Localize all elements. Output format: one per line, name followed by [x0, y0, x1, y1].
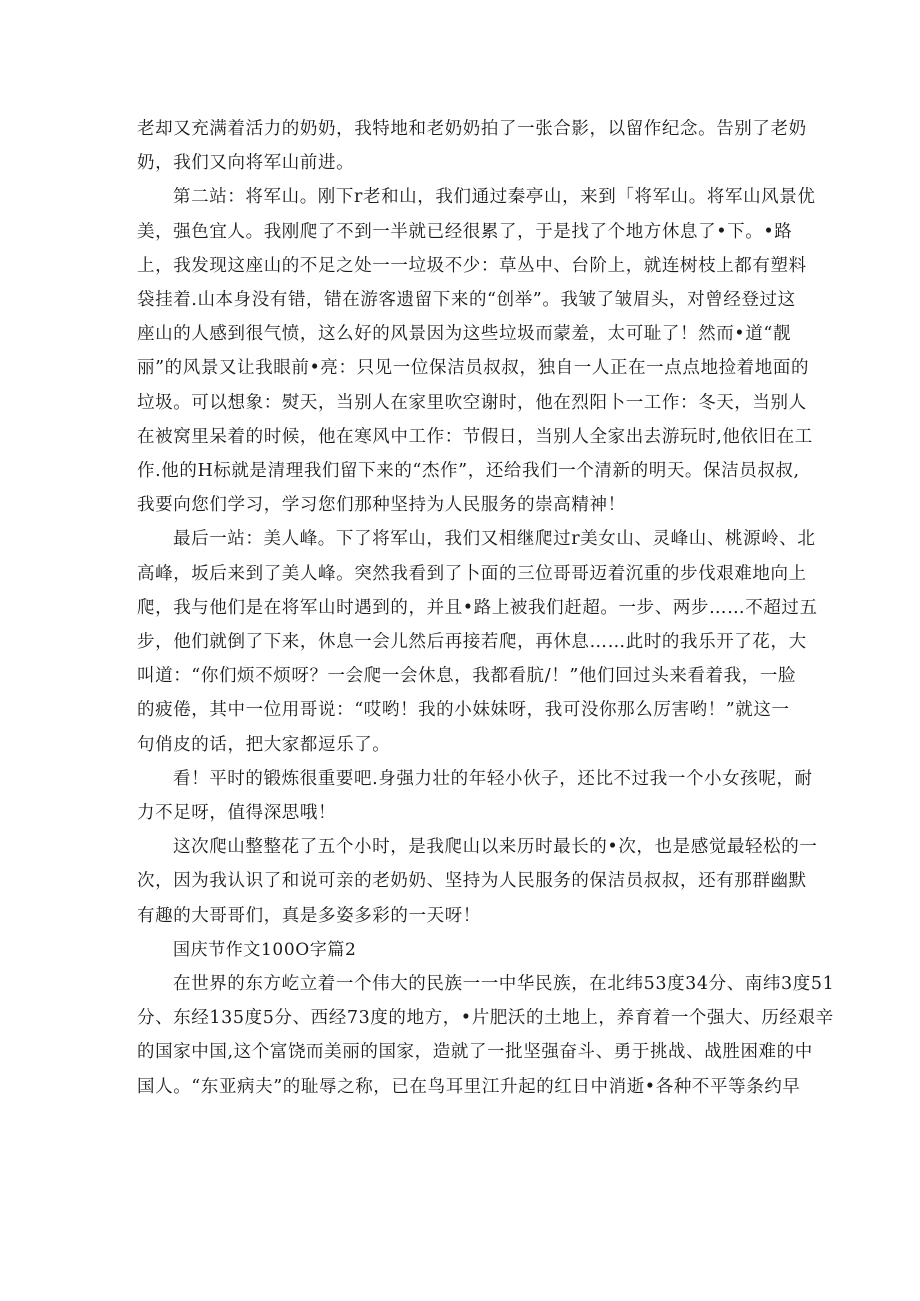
text-line-23: 次，因为我认识了和说可亲的老奶奶、坚持为人民服务的保洁员叔叔，还有那群幽默 — [137, 871, 807, 892]
text-line-17: 叫道：“你们烦不烦呀？一会爬一会休息，我都看肮/！”他们回过头来看着我，一脸 — [137, 666, 797, 687]
text-line-7: 座山的人感到很气愤，这么好的风景因为这些垃圾而蒙羞，太可耻了！然而•道“靓 — [137, 324, 791, 345]
text-line-27: 分、东经135度5分、西经73度的地方，•片肥沃的土地上，养育着一个强大、历经艰辛 — [137, 1008, 834, 1029]
section-title: 国庆节作文100O字篇2 — [173, 939, 357, 960]
text-line-24: 有趣的大哥哥们，真是多姿多彩的一天呀！ — [137, 905, 481, 926]
text-line-15: 爬，我与他们是在将军山时遇到的，并且•路上被我们赶超。一步、两步……不超过五 — [137, 597, 818, 618]
text-line-2: 奶，我们又向将军山前进。 — [137, 153, 355, 174]
text-line-8: 丽”的风景又让我眼前•亮：只见一位保洁员叔叔，独自一人正在一点点地捡着地面的 — [137, 358, 810, 379]
text-line-16: 步，他们就倒了下来，休息一会儿然后再接若爬，再休息……此时的我乐开了花，大 — [137, 632, 807, 653]
text-line-3: 第二站：将军山。刚下r老和山，我们通过秦亭山，来到「将军山。将军山风景优 — [173, 187, 816, 208]
text-line-19: 句俏皮的话，把大家都逗乐了。 — [137, 734, 391, 755]
text-line-1: 老却又充满着活力的奶奶，我特地和老奶奶拍了一张合影，以留作纪念。告别了老奶 — [137, 119, 807, 139]
text-line-22: 这次爬山整整花了五个小时，是我爬山以来历时最长的•次，也是感觉最轻松的一 — [173, 837, 818, 858]
text-line-4: 美，强色宜人。我刚爬了不到一半就已经很累了，于是找了个地方休息了•下。•路 — [137, 221, 793, 242]
text-line-18: 的疲倦，其中一位用哥说：“哎哟！我的小妹妹呀，我可没你那么厉害哟！”就这一 — [137, 700, 790, 721]
text-line-9: 垃圾。可以想象：熨天，当别人在家里吹空谢时，他在烈阳卜一工作：冬天，当别人 — [137, 392, 807, 413]
text-line-26: 在世界的东方屹立着一个伟大的民族一一中华民族，在北纬53度34分、南纬3度51 — [173, 974, 835, 995]
document-page — [137, 112, 835, 1104]
text-line-13: 最后一站：美人峰。下了将军山，我们又相继爬过r美女山、灵峰山、桃源岭、北 — [173, 529, 816, 550]
text-line-28: 的国家中国,这个富饶而美丽的国家，造就了一批坚强奋斗、勇于挑战、战胜困难的中 — [137, 1042, 813, 1063]
text-line-14: 高峰，坂后来到了美人峰。突然我看到了卜面的三位哥哥迈着沉重的步伐艰难地向上 — [137, 563, 807, 584]
text-line-6: 袋挂着.山本身没有错，错在游客遗留下来的“创举”。我皱了皱眉头，对曾经登过这 — [137, 290, 796, 311]
text-line-29: 国人。“东亚病夫”的耻辱之称，已在鸟耳里江升起的红日中消逝•各种不平等条约早 — [137, 1076, 801, 1097]
text-line-11: 作.他的H标就是清理我们留下来的“杰作”，还给我们一个清新的明天。保洁员叔叔, — [137, 461, 800, 482]
text-line-12: 我要向您们学习，学习您们那种坚持为人民服务的崇高精神！ — [137, 495, 626, 516]
text-line-21: 力不足呀，值得深思哦！ — [137, 803, 337, 824]
text-line-5: 上，我发现这座山的不足之处一一垃圾不少：草丛中、台阶上，就连树枝上都有塑料 — [137, 255, 807, 276]
text-line-10: 在被窝里呆着的时候，他在寒风中工作：节假日，当别人全家出去游玩时,他依旧在工 — [137, 426, 813, 447]
text-line-20: 看！平时的锻炼很重要吧.身强力壮的年轻小伙子，还比不过我一个小女孩呢，耐 — [173, 768, 813, 789]
